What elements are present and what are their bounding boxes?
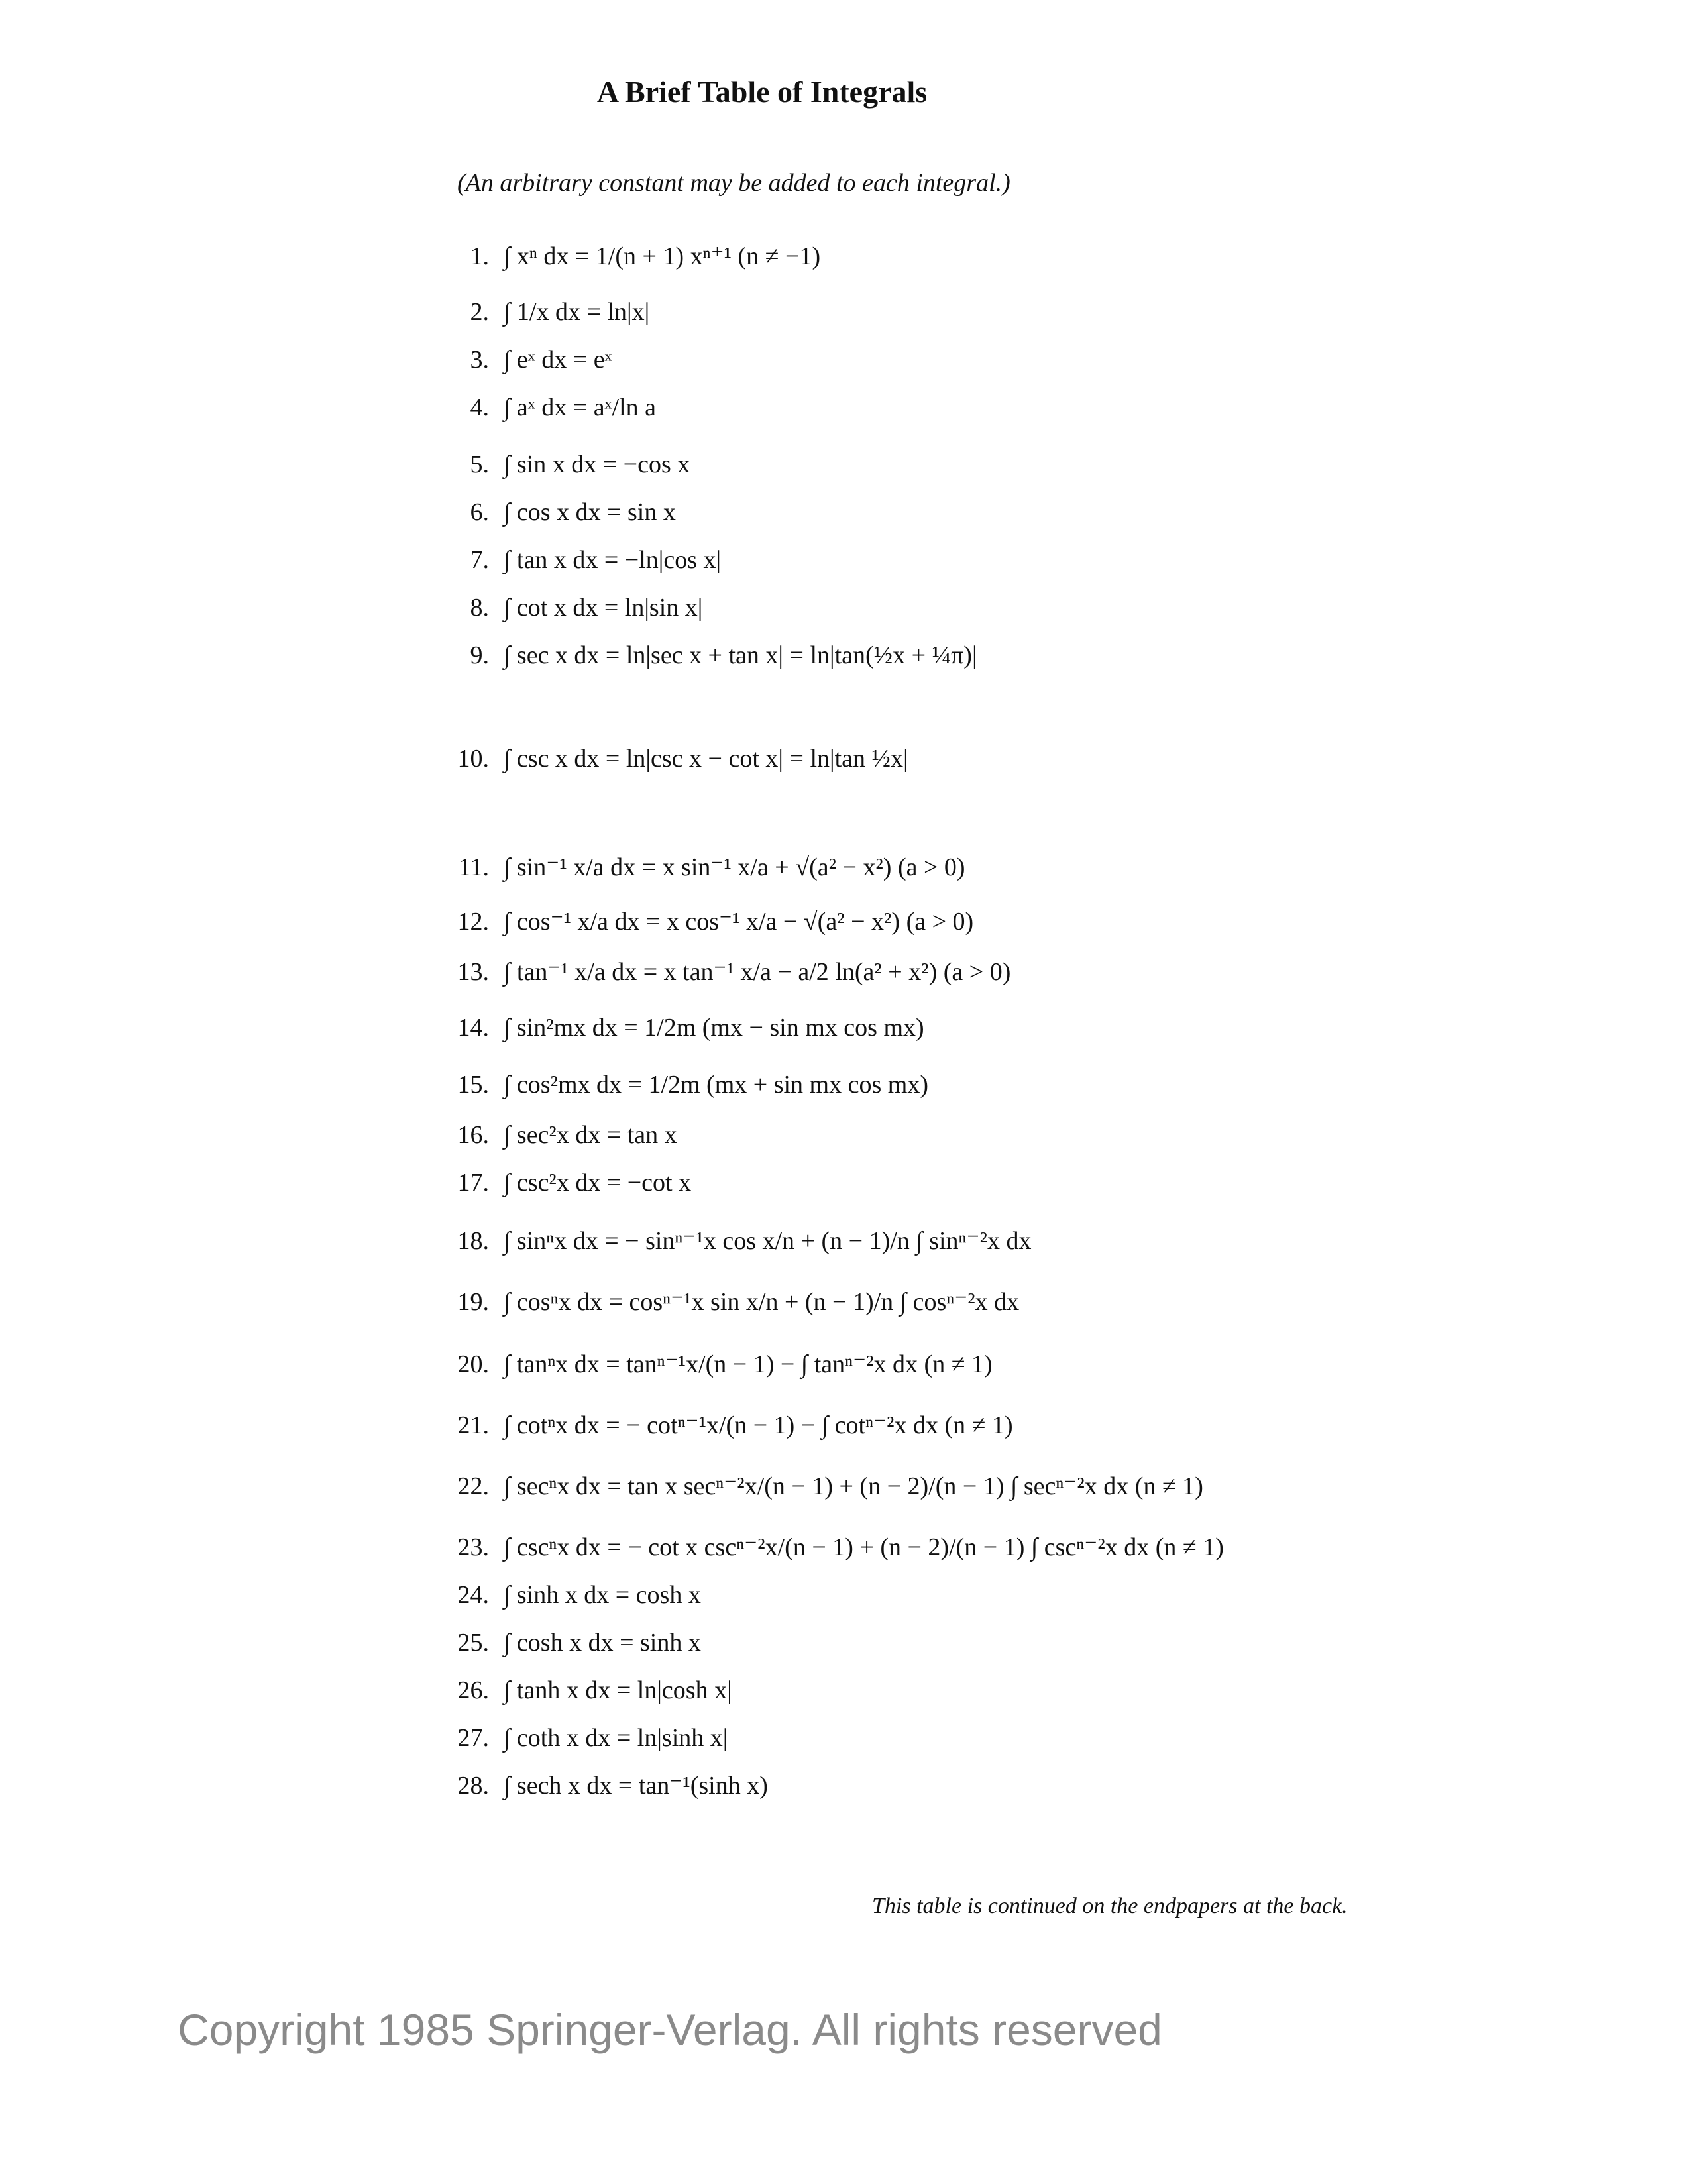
- entry-number: 26.: [457, 1676, 489, 1704]
- entry-formula: ∫ sin²mx dx = 1/2m (mx − sin mx cos mx): [504, 1014, 924, 1042]
- entry-number: 3.: [470, 346, 489, 374]
- entry-formula: ∫ csc x dx = ln|csc x − cot x| = ln|tan ½x|: [504, 745, 908, 773]
- continuation-note: This table is continued on the endpapers at the back.: [872, 1894, 1348, 1918]
- entry-number: 8.: [470, 594, 489, 622]
- entry-formula: ∫ csc²x dx = −cot x: [504, 1169, 692, 1197]
- entry-formula: ∫ tanⁿx dx = tanⁿ⁻¹x/(n − 1) − ∫ tanⁿ⁻²x dx (n ≠ 1): [504, 1350, 993, 1378]
- entry-formula: ∫ sec²x dx = tan x: [504, 1121, 677, 1149]
- entry-number: 16.: [457, 1121, 489, 1149]
- entry-formula: ∫ sec x dx = ln|sec x + tan x| = ln|tan(½x + ¼π)|: [504, 641, 977, 669]
- entry-number: 20.: [457, 1350, 489, 1378]
- entry-number: 4.: [470, 394, 489, 421]
- entry-formula: ∫ cot x dx = ln|sin x|: [504, 594, 703, 622]
- entry-formula: ∫ sinⁿx dx = − sinⁿ⁻¹x cos x/n + (n − 1)/n ∫ sinⁿ⁻²x dx: [504, 1227, 1032, 1255]
- entry-number: 1.: [470, 243, 489, 270]
- copyright-watermark: Copyright 1985 Springer-Verlag. All rights reserved: [178, 2005, 1162, 2054]
- entry-formula: ∫ cotⁿx dx = − cotⁿ⁻¹x/(n − 1) − ∫ cotⁿ⁻²x dx (n ≠ 1): [504, 1411, 1013, 1439]
- entry-number: 22.: [457, 1472, 489, 1500]
- entry-number: 2.: [470, 298, 489, 326]
- entry-formula: ∫ tanh x dx = ln|cosh x|: [504, 1676, 732, 1704]
- entry-formula: ∫ sin x dx = −cos x: [504, 451, 690, 478]
- entry-formula: ∫ cos²mx dx = 1/2m (mx + sin mx cos mx): [504, 1071, 928, 1099]
- entry-number: 14.: [457, 1014, 489, 1042]
- entry-number: 17.: [457, 1169, 489, 1197]
- entry-number: 9.: [470, 641, 489, 669]
- entry-formula: ∫ xⁿ dx = 1/(n + 1) xⁿ⁺¹ (n ≠ −1): [504, 243, 821, 270]
- entry-number: 25.: [457, 1629, 489, 1657]
- entry-formula: ∫ cosh x dx = sinh x: [504, 1629, 701, 1657]
- entry-formula: ∫ coth x dx = ln|sinh x|: [504, 1724, 728, 1752]
- entry-number: 13.: [457, 958, 489, 986]
- entry-number: 5.: [470, 451, 489, 478]
- entry-number: 27.: [457, 1724, 489, 1752]
- entry-formula: ∫ cscⁿx dx = − cot x cscⁿ⁻²x/(n − 1) + (n − 2)/(n − 1) ∫ cscⁿ⁻²x dx (n ≠ 1): [504, 1533, 1224, 1561]
- entry-formula: ∫ cos x dx = sin x: [504, 498, 676, 526]
- entry-number: 11.: [458, 853, 489, 881]
- entry-number: 12.: [457, 908, 489, 936]
- entry-formula: ∫ 1/x dx = ln|x|: [504, 298, 650, 326]
- entry-formula: ∫ tan⁻¹ x/a dx = x tan⁻¹ x/a − a/2 ln(a² + x²) (a > 0): [504, 958, 1011, 986]
- entry-formula: ∫ sin⁻¹ x/a dx = x sin⁻¹ x/a + √(a² − x²) (a > 0): [504, 853, 965, 881]
- entry-number: 24.: [457, 1581, 489, 1609]
- entry-formula: ∫ eˣ dx = eˣ: [504, 346, 612, 374]
- entry-number: 10.: [457, 745, 489, 773]
- subtitle: (An arbitrary constant may be added to each integral.): [457, 169, 1010, 197]
- entry-formula: ∫ cosⁿx dx = cosⁿ⁻¹x sin x/n + (n − 1)/n ∫ cosⁿ⁻²x dx: [504, 1288, 1020, 1316]
- entry-number: 7.: [470, 546, 489, 574]
- entry-formula: ∫ secⁿx dx = tan x secⁿ⁻²x/(n − 1) + (n − 2)/(n − 1) ∫ secⁿ⁻²x dx (n ≠ 1): [504, 1472, 1203, 1500]
- entry-number: 23.: [457, 1533, 489, 1561]
- entry-formula: ∫ cos⁻¹ x/a dx = x cos⁻¹ x/a − √(a² − x²) (a > 0): [504, 908, 974, 936]
- entry-formula: ∫ sech x dx = tan⁻¹(sinh x): [504, 1772, 768, 1800]
- entry-number: 19.: [457, 1288, 489, 1316]
- entry-formula: ∫ aˣ dx = aˣ/ln a: [504, 394, 657, 421]
- entry-number: 6.: [470, 498, 489, 526]
- entry-number: 15.: [457, 1071, 489, 1099]
- entry-formula: ∫ sinh x dx = cosh x: [504, 1581, 701, 1609]
- entry-number: 18.: [457, 1227, 489, 1255]
- entry-number: 28.: [457, 1772, 489, 1800]
- page-title: A Brief Table of Integrals: [596, 75, 928, 109]
- entry-number: 21.: [457, 1411, 489, 1439]
- entry-formula: ∫ tan x dx = −ln|cos x|: [504, 546, 722, 574]
